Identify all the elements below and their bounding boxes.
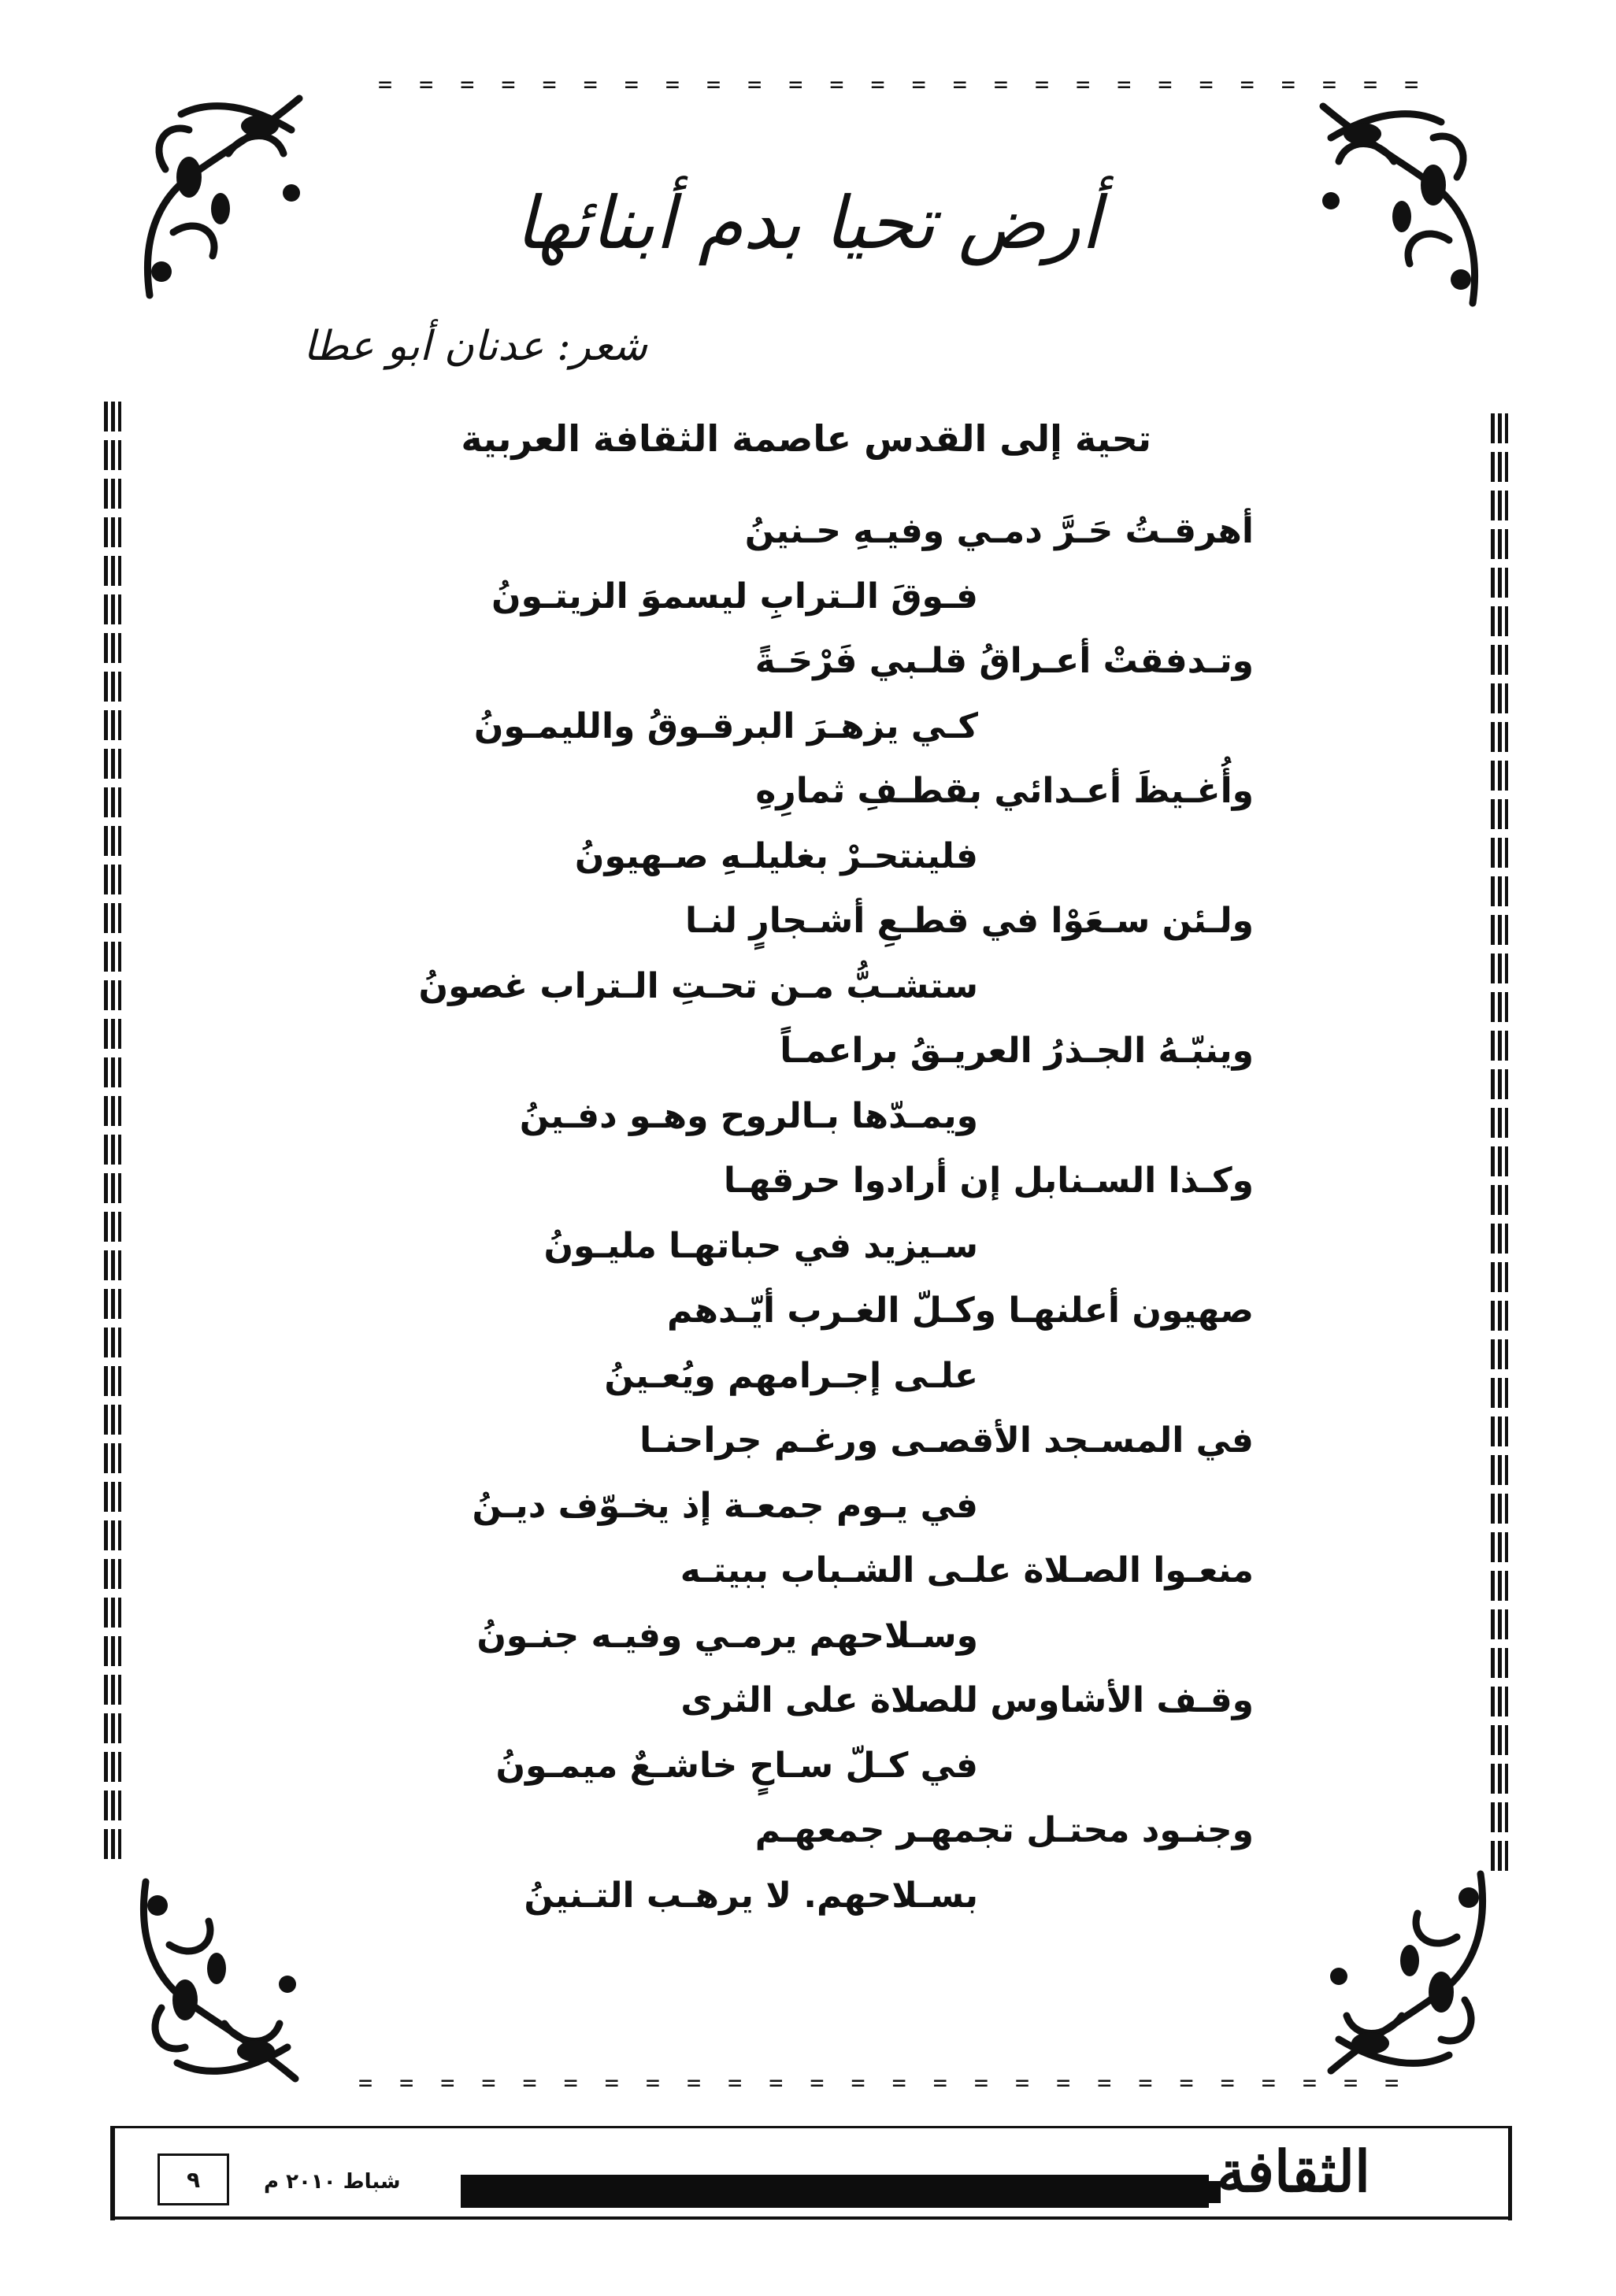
- dash-mark: [104, 1057, 121, 1087]
- dash-mark: [1491, 1416, 1508, 1446]
- dash-mark: [104, 1791, 121, 1820]
- dash-mark: [104, 826, 121, 856]
- footer-frame-left: [110, 2126, 115, 2220]
- poem-line: في كـلّ سـاحٍ خاشـعٌ ميمـونُ: [495, 1746, 978, 1786]
- bottom-left-floral-ornament-icon: [130, 1874, 311, 2094]
- dash-mark: [104, 980, 121, 1010]
- poem-line: وقـف الأشاوس للصلاة على الثرى: [680, 1680, 1254, 1720]
- dash-mark: [104, 1675, 121, 1705]
- poem-line: وكـذا السـنابل إن أرادوا حرقهـا: [723, 1161, 1254, 1201]
- poem-line: فـوقَ الـترابِ ليسموَ الزيتـونُ: [491, 576, 978, 617]
- dash-mark: [1491, 915, 1508, 945]
- dash-mark: [1491, 683, 1508, 713]
- logo-tail-bar: [1189, 2181, 1221, 2203]
- dash-mark: [104, 1752, 121, 1782]
- dash-mark: [1491, 1609, 1508, 1639]
- dash-mark: [104, 1173, 121, 1203]
- dash-mark: [1491, 1532, 1508, 1562]
- dash-mark: [104, 479, 121, 509]
- dash-mark: [1491, 799, 1508, 829]
- poem-line: كـي يزهـرَ البرقـوقُ والليمـونُ: [473, 706, 978, 746]
- poem-line: منعـوا الصـلاة علـى الشـباب ببيتـه: [680, 1550, 1254, 1591]
- dash-mark: [104, 1250, 121, 1280]
- dash-mark: [1491, 1146, 1508, 1176]
- dash-mark: [1491, 838, 1508, 868]
- dash-mark: [1491, 954, 1508, 983]
- dash-mark: [1491, 606, 1508, 636]
- dash-mark: [104, 672, 121, 702]
- page-number: ٩: [158, 2153, 229, 2205]
- footer-frame-bottom: [110, 2216, 1512, 2220]
- dash-mark: [1491, 722, 1508, 752]
- dash-mark: [1491, 1262, 1508, 1292]
- poem-line: علـى إجـرامهم ويُعـينُ: [604, 1356, 978, 1396]
- poem-line: في يـوم جمعـة إذ يخـوّف ديـنُ: [472, 1486, 978, 1526]
- dash-mark: [104, 1019, 121, 1049]
- dash-mark: [1491, 992, 1508, 1022]
- dash-mark: [1491, 413, 1508, 443]
- dash-mark: [1491, 568, 1508, 598]
- poem-line: فلينتحـرْ بغليلـهِ صـهيونُ: [574, 836, 978, 876]
- poem-line: في المسـجد الأقصـى ورغـم جراحنـا: [639, 1420, 1254, 1461]
- dash-mark: [1491, 645, 1508, 675]
- issue-date: شباط ٢٠١٠ م: [264, 2170, 401, 2194]
- dash-mark: [1491, 1224, 1508, 1254]
- dash-mark: [104, 1598, 121, 1628]
- poem-line: وجنـود محتـل تجمهـر جمعهـم: [754, 1810, 1254, 1850]
- dash-mark: [104, 1328, 121, 1357]
- footer-frame-right: [1508, 2126, 1512, 2220]
- dash-mark: [1491, 1725, 1508, 1755]
- poem-title: أرض تحيا بدم أبنائها: [515, 181, 1101, 265]
- dash-mark: [104, 556, 121, 586]
- dash-mark: [104, 633, 121, 663]
- poem-line: أهرقـتُ حَـرَّ دمـي وفيـهِ حـنينُ: [744, 511, 1254, 551]
- dash-mark: [1491, 1648, 1508, 1678]
- dash-mark: [104, 1405, 121, 1435]
- poem-dedication: تحية إلى القدس عاصمة الثقافة العربية: [461, 417, 1151, 460]
- top-dash-ornament: = = = = = = = = = = = = = = = = = = = = = = = = = =: [378, 71, 1425, 98]
- dash-mark: [1491, 1069, 1508, 1099]
- poem-line: بسـلاحهم. لا يرهـب التـنينُ: [524, 1876, 978, 1916]
- dash-mark: [1491, 1301, 1508, 1331]
- dash-mark: [1491, 761, 1508, 791]
- dash-mark: [1491, 1494, 1508, 1524]
- dash-mark: [104, 594, 121, 624]
- poem-line: ستشـبُّ مـن تحـتِ الـتراب غصونُ: [418, 966, 978, 1006]
- dash-mark: [1491, 1571, 1508, 1601]
- dash-mark: [104, 517, 121, 547]
- dash-mark: [104, 903, 121, 933]
- dash-mark: [104, 1443, 121, 1473]
- footer-frame-top: [110, 2126, 1512, 2128]
- poem-line: وتـدفقتْ أعـراقُ قلـبي فَرْحَـةً: [754, 641, 1254, 681]
- dash-mark: [104, 787, 121, 817]
- dash-mark: [104, 1135, 121, 1165]
- dash-mark: [1491, 876, 1508, 906]
- dash-mark: [1491, 452, 1508, 482]
- dash-mark: [104, 1559, 121, 1589]
- dash-mark: [104, 402, 121, 431]
- dash-mark: [1491, 1108, 1508, 1138]
- dash-mark: [1491, 1802, 1508, 1832]
- dash-mark: [1491, 1764, 1508, 1794]
- dash-mark: [104, 440, 121, 470]
- poet-byline: شعر: عدنان أبو عطا: [303, 323, 647, 370]
- dash-mark: [104, 1713, 121, 1743]
- bottom-dash-ornament: = = = = = = = = = = = = = = = = = = = = = = = = = =: [358, 2069, 1406, 2097]
- poem-line: ويمـدّها بـالروح وهـو دفـينُ: [519, 1096, 978, 1136]
- poem-line: ولـئن سـعَوْا في قطـعِ أشـجارٍ لنـا: [685, 901, 1254, 941]
- dash-mark: [104, 1366, 121, 1396]
- dash-mark: [104, 1096, 121, 1126]
- dash-mark: [1491, 1031, 1508, 1061]
- dash-mark: [1491, 1339, 1508, 1369]
- right-dash-column: [1486, 413, 1513, 1871]
- dash-mark: [104, 1482, 121, 1512]
- poem-line: سـيزيد في حباتهـا مليـونُ: [543, 1226, 978, 1266]
- footer-black-bar: [461, 2175, 1209, 2208]
- poem-line: صهيون أعلنهـا وكـلّ الغـرب أيّـدهم: [667, 1291, 1254, 1331]
- poem-line: وأُغـيظَ أعـدائي بقطـفِ ثمارِهِ: [755, 771, 1254, 811]
- dash-mark: [104, 710, 121, 740]
- dash-mark: [1491, 529, 1508, 559]
- dash-mark: [104, 865, 121, 894]
- left-dash-column: [99, 402, 126, 1859]
- dash-mark: [104, 1636, 121, 1666]
- dash-mark: [104, 942, 121, 972]
- dash-mark: [1491, 1378, 1508, 1408]
- dash-mark: [1491, 1185, 1508, 1215]
- bottom-right-floral-ornament-icon: [1315, 1866, 1496, 2087]
- dash-mark: [104, 1829, 121, 1859]
- dash-mark: [104, 1289, 121, 1319]
- dash-mark: [104, 749, 121, 779]
- dash-mark: [1491, 491, 1508, 520]
- dash-mark: [104, 1212, 121, 1242]
- dash-mark: [1491, 1687, 1508, 1716]
- dash-mark: [104, 1520, 121, 1550]
- magazine-logo: الثقافة: [1217, 2138, 1371, 2205]
- poem-line: وسـلاحهم يرمـي وفيـه جنـونُ: [476, 1616, 978, 1656]
- dash-mark: [1491, 1455, 1508, 1485]
- poem-line: وينبّـهُ الجـذرُ العريـقُ براعمـاً: [780, 1031, 1254, 1071]
